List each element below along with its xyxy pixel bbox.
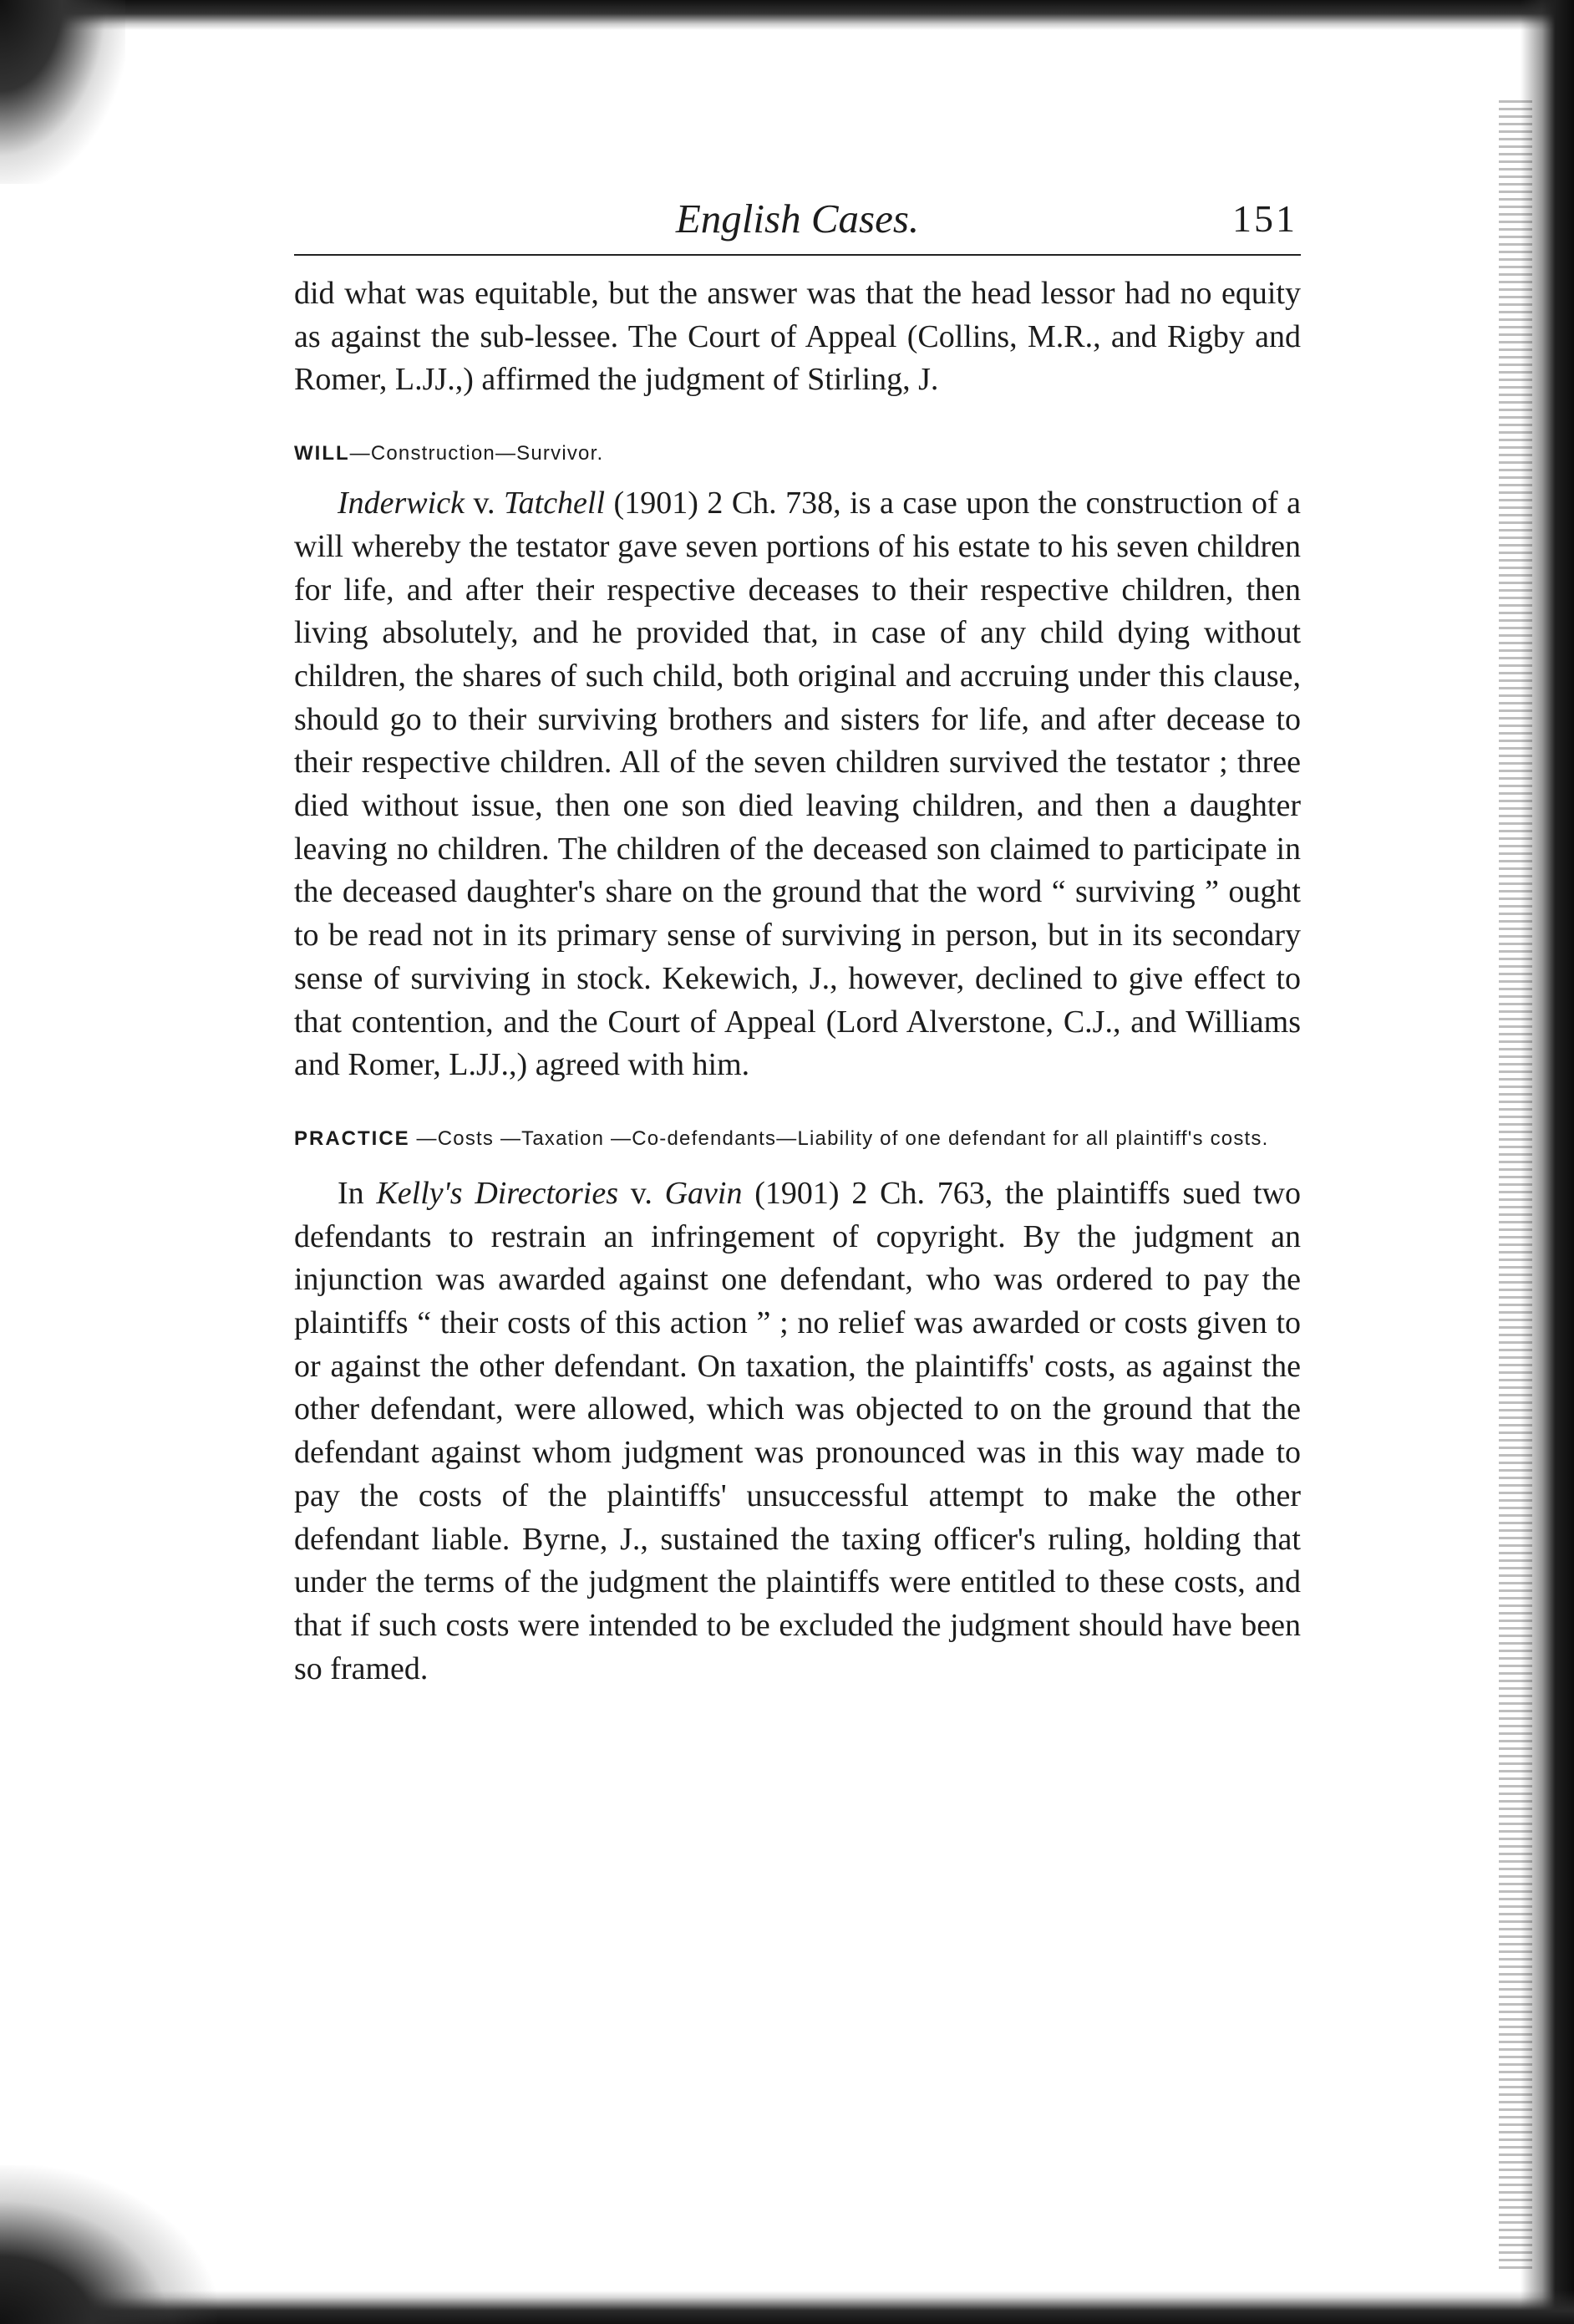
scan-edge-bottom-corner (0, 2165, 217, 2324)
case-party-a: Inderwick (338, 486, 465, 521)
paragraph-text: (1901) 2 Ch. 738, is a case upon the construction of a will whereby the testator gave seven portions of his estate to his seven children for life, and after their respective deceases to their respective children, then living absolutely, and he provided that, in case of any child dying without children, the shares of such child, both original and accruing under this clause, should go to their surviving brothers and sisters for life, and after decease to their respective children. All of the seven children survived the testator ; three died without issue, then one son died leaving children, and then a daughter leaving no children. The children of the deceased son claimed to participate in the deceased daughter's share on the ground that the word “ surviving ” ought to be read not in its primary sense of surviving in person, but in its secondary sense of surviving in stock. Kekewich, J., however, declined to give effect to that contention, and the Court of Appeal (Lord Alverstone, C.J., and Williams and Romer, L.JJ.,) agreed with him. (294, 486, 1301, 1083)
scan-edge-corner (0, 0, 125, 184)
case-versus: v. (464, 486, 504, 521)
scan-edge-bottom (0, 2291, 1574, 2324)
section-heading-practice (294, 1122, 1301, 1156)
heading-lead: WILL (294, 442, 350, 465)
will-paragraph (294, 482, 1301, 1087)
case-party-b: Tatchell (503, 486, 606, 521)
heading-subtitle: —Construction—Survivor. (349, 442, 604, 465)
running-head (294, 194, 1301, 256)
section-heading-will (294, 437, 1301, 470)
paragraph-text: (1901) 2 Ch. 763, the plaintiffs sued two defendants to restrain an infringement of copyright. By the judgment an injunction was awarded against one defendant, who was ordered to pay the plaintiffs “ their costs of this action ” ; no relief was awarded or costs given to or against the other defendant. On taxation, the plaintiffs' costs, as against the other defendant, were allowed, which was objected to on the ground that the defendant against whom judgment was pronounced was in this way made to pay the costs of the plaintiffs' unsuccessful attempt to make the other defendant liable. Byrne, J., sustained the taxing officer's ruling, holding that under the terms of the judgment the plaintiffs were entitled to these costs, and that if such costs were intended to be excluded the judgment should have been so framed. (294, 1175, 1301, 1686)
case-party-b: Gavin (664, 1175, 743, 1211)
paragraph-intro: In (338, 1175, 377, 1211)
case-versus: v. (618, 1175, 665, 1211)
scan-edge-speckle (1499, 100, 1532, 2273)
running-title: English Cases. (675, 196, 920, 242)
page-number: 151 (1232, 197, 1297, 240)
page-body (294, 272, 1301, 1691)
heading-lead: PRACTICE (294, 1126, 410, 1150)
book-page (294, 194, 1301, 1691)
scan-edge-top (0, 0, 1574, 30)
practice-paragraph (294, 1172, 1301, 1691)
heading-subtitle: —Costs —Taxation —Co-defendants—Liability of one defendant for all plaintiff's costs. (409, 1126, 1269, 1150)
continued-paragraph: did what was equitable, but the answer was that the head lessor had no equity as against the sub-lessee. The Court of Appeal (Collins, M.R., and Rigby and Romer, L.JJ.,) affirmed the judgment of Stirling, J. (294, 276, 1301, 398)
case-party-a: Kelly's Directories (376, 1175, 618, 1211)
